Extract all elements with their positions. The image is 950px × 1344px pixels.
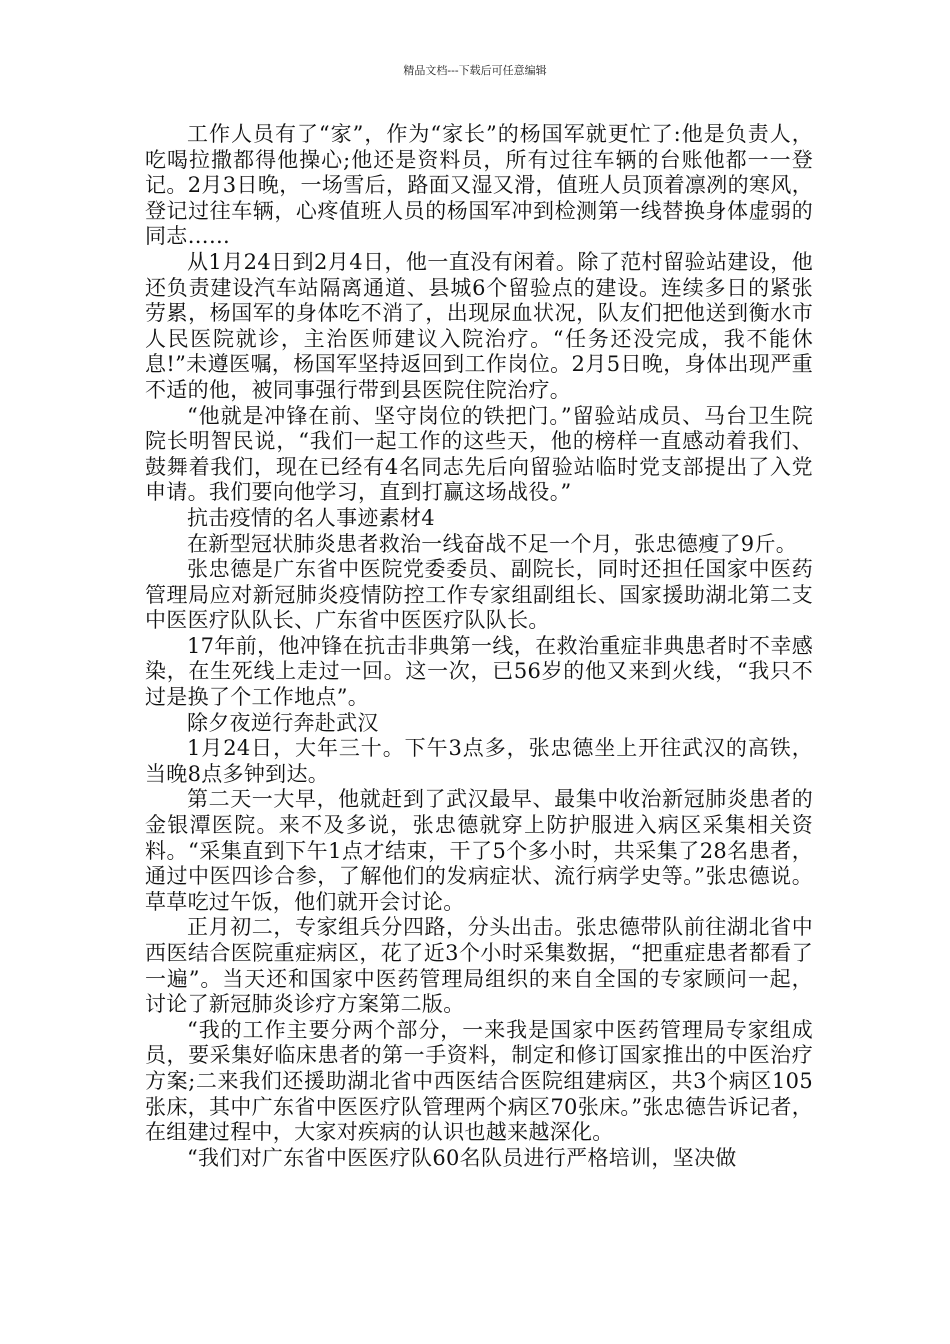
paragraph-10: 第二天一大早，他就赶到了武汉最早、最集中收治新冠肺炎患者的金银潭医院。来不及多说，张忠德就穿上防护服进入病区采集相关资料。“采集直到下午1点才结束，干了5个多小时，共采集了28名患者，通过中医四诊合参，了解他们的发病症状、流行病学史等。”张忠德说。草草吃过午饭，他们就开会讨论。 xyxy=(145,787,813,914)
section-title-material-4: 抗击疫情的名人事迹素材4 xyxy=(187,505,435,530)
paragraph-7: 17年前，他冲锋在抗击非典第一线，在救治重症非典患者时不幸感染，在生死线上走过一回。这一次，已56岁的他又来到火线，“我只不过是换了个工作地点”。 xyxy=(145,633,813,710)
paragraph-6: 张忠德是广东省中医院党委委员、副院长，同时还担任国家中医药管理局应对新冠肺炎疫情防控工作专家组副组长、国家援助湖北第二支中医医疗队队长、广东省中医医疗队队长。 xyxy=(145,557,813,633)
paragraph-1: 工作人员有了“家”，作为“家长”的杨国军就更忙了:他是负责人，吃喝拉撒都得他操心;他还是资料员，所有过往车辆的台账他都一一登记。2月3日晚，一场雪后，路面又湿又滑，值班人员顶着凛冽的寒风，登记过往车辆，心疼值班人员的杨国军冲到检测第一线替换身体虚弱的同志…… xyxy=(145,122,813,249)
paragraph-13: “我们对广东省中医医疗队60名队员进行严格培训，坚决做 xyxy=(187,1145,737,1170)
document-body xyxy=(145,122,813,1171)
paragraph-9: 1月24日，大年三十。下午3点多，张忠德坐上开往武汉的高铁，当晚8点多钟到达。 xyxy=(145,736,813,786)
page-header: 精品文档---下载后可任意编辑 xyxy=(403,64,547,77)
section-title-wuhan: 除夕夜逆行奔赴武汉 xyxy=(187,710,379,735)
paragraph-2: 从1月24日到2月4日，他一直没有闲着。除了范村留验站建设，他还负责建设汽车站隔离通道、县城6个留验点的建设。连续多日的紧张劳累，杨国军的身体吃不消了，出现尿血状况，队友们把他送到衡水市人民医院就诊，主治医师建议入院治疗。“任务还没完成，我不能休息!”未遵医嘱，杨国军坚持返回到工作岗位。2月5日晚，身体出现严重不适的他，被同事强行带到县医院住院治疗。 xyxy=(145,249,813,402)
paragraph-5: 在新型冠状肺炎患者救治一线奋战不足一个月，张忠德瘦了9斤。 xyxy=(187,531,798,556)
paragraph-11: 正月初二，专家组兵分四路，分头出击。张忠德带队前往湖北省中西医结合医院重症病区，花了近3个小时采集数据，“把重症患者都看了一遍”。当天还和国家中医药管理局组织的来自全国的专家顾问一起，讨论了新冠肺炎诊疗方案第二版。 xyxy=(145,915,813,1017)
paragraph-12: “我的工作主要分两个部分，一来我是国家中医药管理局专家组成员，要采集好临床患者的第一手资料，制定和修订国家推出的中医治疗方案;二来我们还援助湖北省中西医结合医院组建病区，共3个病区105张床，其中广东省中医医疗队管理两个病区70张床。”张忠德告诉记者，在组建过程中，大家对疾病的认识也越来越深化。 xyxy=(145,1017,813,1145)
paragraph-3: “他就是冲锋在前、坚守岗位的铁把门。”留验站成员、马台卫生院院长明智民说，“我们一起工作的这些天，他的榜样一直感动着我们、鼓舞着我们，现在已经有4名同志先后向留验站临时党支部提出了入党申请。我们要向他学习，直到打赢这场战役。” xyxy=(145,403,813,505)
